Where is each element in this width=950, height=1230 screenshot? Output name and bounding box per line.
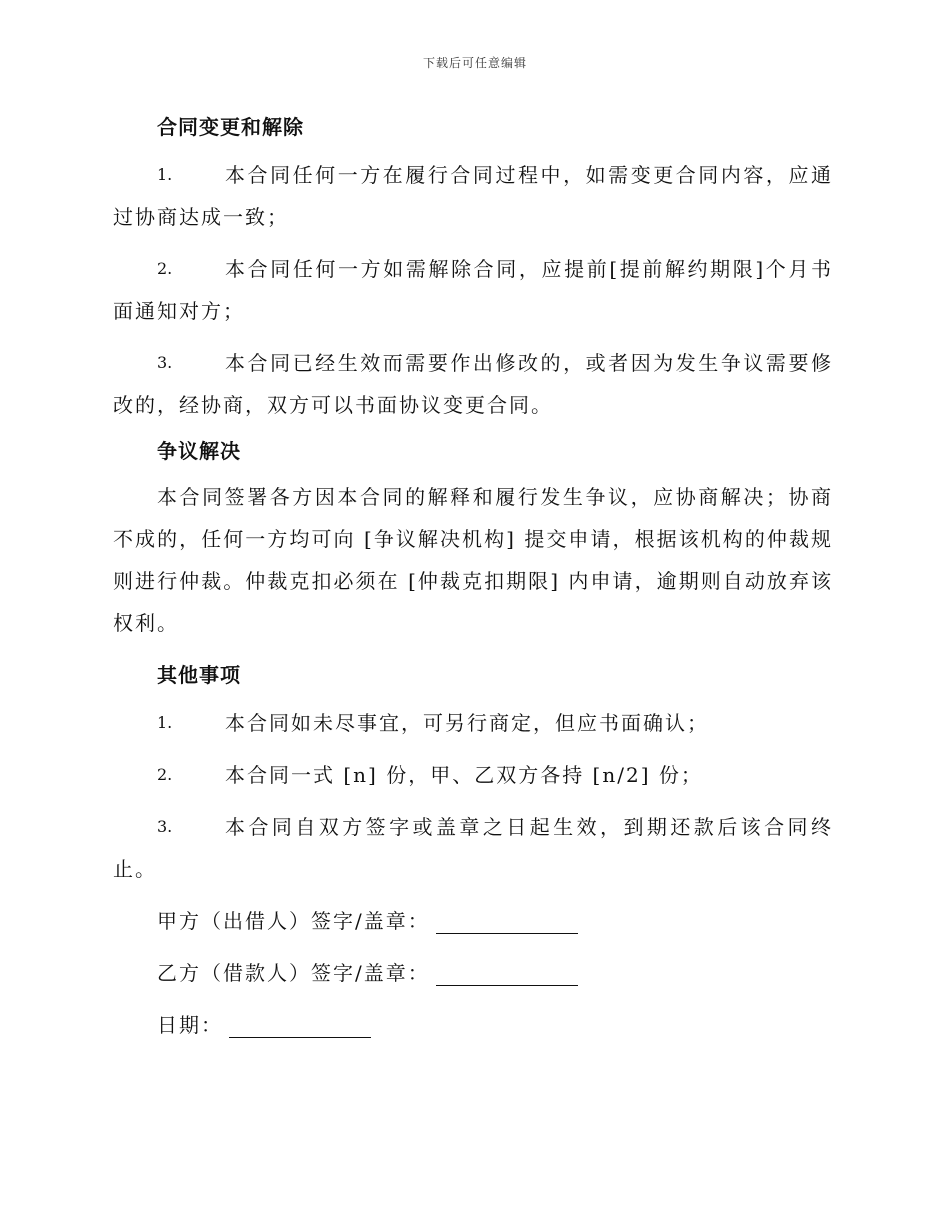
change-item-2 [113,248,833,332]
signature-party-a [113,900,833,942]
other-item-2 [113,754,833,796]
item-number: 2. [157,765,173,784]
other-item-1 [113,702,833,744]
signature-blank[interactable] [436,909,578,934]
change-item-3 [113,342,833,426]
item-text: 本合同任何一方在履行合同过程中，如需变更合同内容，应通过协商达成一致； [113,163,833,229]
item-text: 本合同自双方签字或盖章之日起生效，到期还款后该合同终止。 [113,815,833,881]
item-number: 1. [157,165,173,184]
item-number: 3. [157,353,173,372]
change-item-1 [113,154,833,238]
dispute-paragraph: 本合同签署各方因本合同的解释和履行发生争议，应协商解决；协商不成的，任何一方均可向 [争议解决机构] 提交申请，根据该机构的仲裁规则进行仲裁。仲裁克扣必须在 [仲裁克扣期限] 内申请，逾期则自动放弃该权利。 [113,485,833,635]
date-label: 日期： [157,1013,223,1037]
section-heading-other: 其他事项 [157,663,241,687]
item-number: 2. [157,259,173,278]
item-text: 本合同一式 [n] 份，甲、乙双方各持 [n/2] 份； [225,763,703,787]
section-heading-dispute: 争议解决 [157,439,241,463]
item-number: 1. [157,713,173,732]
signature-blank[interactable] [436,961,578,986]
signature-date [113,1004,833,1046]
item-text: 本合同已经生效而需要作出修改的，或者因为发生争议需要修改的，经协商，双方可以书面协议变更合同。 [113,351,833,417]
document-body [113,110,833,1046]
item-text: 本合同如未尽事宜，可另行商定，但应书面确认； [225,711,709,735]
item-number: 3. [157,817,173,836]
date-blank[interactable] [229,1013,371,1038]
header-note: 下载后可任意编辑 [422,56,527,70]
signature-party-b [113,952,833,994]
signature-label: 甲方（出借人）签字/盖章： [157,909,430,933]
section-heading-change: 合同变更和解除 [157,115,304,139]
signature-label: 乙方（借款人）签字/盖章： [157,961,430,985]
item-text: 本合同任何一方如需解除合同，应提前[提前解约期限]个月书面通知对方； [113,257,833,323]
other-item-3 [113,806,833,890]
